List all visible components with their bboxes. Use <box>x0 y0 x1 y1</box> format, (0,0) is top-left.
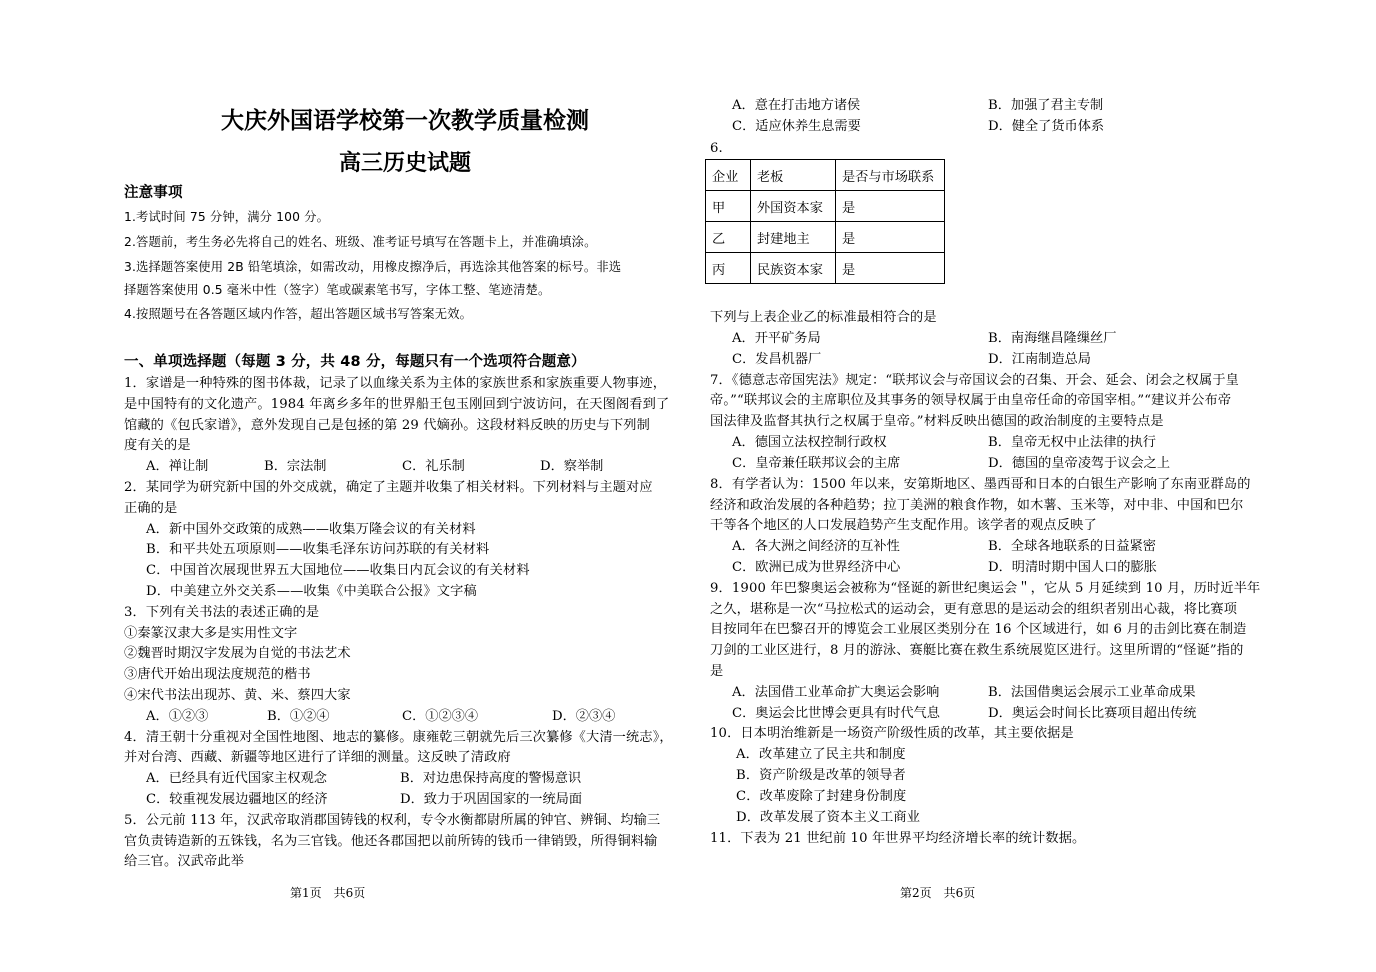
q4-option-c: C．较重视发展边疆地区的经济 <box>146 792 328 807</box>
q1-option-b: B．宗法制 <box>264 459 327 474</box>
q9-option-c: C．奥运会比世博会更具有时代气息 <box>732 706 940 721</box>
notice-item: 3.选择题答案使用 2B 铅笔填涂，如需改动，用橡皮擦净后，再选涂其他答案的标号。非选 <box>124 260 622 274</box>
q6-option-a: A．开平矿务局 <box>732 331 821 346</box>
q7-line: 国法律及监督其执行之权属于皇帝。”材料反映出德国的政治制度的主要特点是 <box>710 414 1164 429</box>
q7-line: 帝。”“联邦议会的主席职位及其事务的领导权属于由皇帝任命的帝国宰相。”“建议并公布帝 <box>710 393 1232 408</box>
q3-line: ②魏晋时期汉字发展为自觉的书法艺术 <box>124 646 351 661</box>
q5-option-b: B．加强了君主专制 <box>988 98 1104 113</box>
q10-stem: 10．日本明治维新是一场资产阶级性质的改革，其主要依据是 <box>710 726 1074 741</box>
page-2-footer: 第2页 共6页 <box>900 886 976 900</box>
q10-option-b: B．资产阶级是改革的领导者 <box>736 768 906 783</box>
q2-option-c: C．中国首次展现世界五大国地位——收集日内瓦会议的有关材料 <box>146 563 530 578</box>
table-cell: 外国资本家 <box>751 191 836 222</box>
table-cell: 是 <box>836 191 945 222</box>
q8-line: 经济和政治发展的各种趋势；拉丁美洲的粮食作物，如木薯、玉米等，对中非、中国和巴尔 <box>710 498 1244 513</box>
q1-line: 度有关的是 <box>124 438 191 453</box>
q6-number: 6. <box>710 141 723 156</box>
q1-option-c: C．礼乐制 <box>402 459 465 474</box>
q2-line: 正确的是 <box>124 501 178 516</box>
q8-option-c: C．欧洲已成为世界经济中心 <box>732 560 901 575</box>
notice-item: 1.考试时间 75 分钟，满分 100 分。 <box>124 210 330 224</box>
q4-line: 4．清王朝十分重视对全国性地图、地志的纂修。康雍乾三朝就先后三次纂修《大清一统志》， <box>124 730 673 745</box>
q6-stem: 下列与上表企业乙的标准最相符合的是 <box>710 310 937 325</box>
q5-option-a: A．意在打击地方诸侯 <box>732 98 861 113</box>
table-cell: 丙 <box>706 253 751 284</box>
q6-option-d: D．江南制造总局 <box>988 352 1091 367</box>
q3-line: 3．下列有关书法的表述正确的是 <box>124 605 320 620</box>
q8-option-a: A．各大洲之间经济的互补性 <box>732 539 900 554</box>
q8-line: 干等各个地区的人口发展趋势产生支配作用。该学者的观点反映了 <box>710 518 1097 533</box>
notice-item: 4.按照题号在各答题区域内作答，超出答题区域书写答案无效。 <box>124 307 473 321</box>
q9-line: 目按同年在巴黎召开的博览会工业展区类别分在 16 个区域进行，如 6 月的击剑比赛在制造 <box>710 622 1247 637</box>
q7-line: 7．《德意志帝国宪法》规定：“联邦议会与帝国议会的召集、开会、延会、闭会之权属于皇 <box>710 373 1239 388</box>
notice-item: 2.答题前，考生务必先将自己的姓名、班级、准考证号填写在答题卡上，并准确填涂。 <box>124 235 597 249</box>
table-row <box>706 253 945 284</box>
table-cell: 民族资本家 <box>751 253 836 284</box>
q3-option-c: C．①②③④ <box>402 709 479 724</box>
q8-option-b: B．全球各地联系的日益紧密 <box>988 539 1156 554</box>
q9-line: 是 <box>710 664 724 679</box>
exam-subtitle: 高三历史试题 <box>338 151 471 176</box>
q2-line: 2．某同学为研究新中国的外交成就，确定了主题并收集了相关材料。下列材料与主题对应 <box>124 480 653 495</box>
notice-item: 择题答案使用 0.5 毫米中性（签字）笔或碳素笔书写，字体工整、笔迹清楚。 <box>124 283 551 297</box>
q6-option-b: B．南海继昌隆缫丝厂 <box>988 331 1117 346</box>
q1-line: 是中国特有的文化遗产。1984 年离乡多年的世界船王包玉刚回到宁波访问，在天图阁看到了 <box>124 397 670 412</box>
q3-line: ①秦篆汉隶大多是实用性文字 <box>124 626 298 641</box>
table-cell: 乙 <box>706 222 751 253</box>
q1-line: 1．家谱是一种特殊的图书体裁，记录了以血缘关系为主体的家族世系和家族重要人物事迹， <box>124 376 667 391</box>
q8-line: 8．有学者认为：1500 年以来，安第斯地区、墨西哥和日本的白银生产影响了东南亚群岛的 <box>710 477 1251 492</box>
q2-option-b: B．和平共处五项原则——收集毛泽东访问苏联的有关材料 <box>146 542 490 557</box>
q6-table <box>705 159 945 284</box>
q9-option-a: A．法国借工业革命扩大奥运会影响 <box>732 685 940 700</box>
q1-option-d: D．察举制 <box>540 459 604 474</box>
q9-option-b: B．法国借奥运会展示工业革命成果 <box>988 685 1196 700</box>
q9-line: 之久，堪称是一次“马拉松式的运动会，更有意思的是运动会的组织者别出心裁，将比赛项 <box>710 602 1238 617</box>
table-cell: 是 <box>836 253 945 284</box>
table-cell: 封建地主 <box>751 222 836 253</box>
table-row <box>706 222 945 253</box>
q3-option-a: A．①②③ <box>146 709 209 724</box>
page-1-footer: 第1页 共6页 <box>290 886 366 900</box>
q3-option-d: D．②③④ <box>552 709 616 724</box>
notice-heading: 注意事项 <box>124 185 183 201</box>
q9-line: 刀剑的工业区进行，8 月的游泳、赛艇比赛在救生系统展览区进行。这里所谓的“怪诞”指的 <box>710 643 1244 658</box>
table-cell: 是 <box>836 222 945 253</box>
q7-option-a: A．德国立法权控制行政权 <box>732 435 887 450</box>
q4-line: 并对台湾、西藏、新疆等地区进行了详细的测量。这反映了清政府 <box>124 750 511 765</box>
section-heading: 一、单项选择题（每题 3 分，共 48 分，每题只有一个选项符合题意） <box>124 354 586 370</box>
q4-option-b: B．对边患保持高度的警惕意识 <box>400 771 582 786</box>
q10-option-a: A．改革建立了民主共和制度 <box>736 747 906 762</box>
q7-option-b: B．皇帝无权中止法律的执行 <box>988 435 1156 450</box>
q4-option-a: A．已经具有近代国家主权观念 <box>146 771 327 786</box>
q5-line: 给三官。汉武帝此举 <box>124 854 245 869</box>
q11-stem: 11．下表为 21 世纪前 10 年世界平均经济增长率的统计数据。 <box>710 831 1086 846</box>
q9-option-d: D．奥运会时间长比赛项目超出传统 <box>988 706 1197 721</box>
q3-line: ④宋代书法出现苏、黄、米、蔡四大家 <box>124 688 351 703</box>
q9-line: 9．1900 年巴黎奥运会被称为“怪诞的新世纪奥运会＂，它从 5 月延续到 10 月，历时近半年 <box>710 581 1261 596</box>
table-header-cell: 是否与市场联系 <box>836 160 945 191</box>
q1-option-a: A．禅让制 <box>146 459 209 474</box>
q5-line: 5．公元前 113 年，汉武帝取消郡国铸钱的权利，专令水衡都尉所属的钟官、辨铜、均输三 <box>124 813 661 828</box>
q2-option-d: D．中美建立外交关系——收集《中美联合公报》文字稿 <box>146 584 477 599</box>
table-header-row <box>706 160 945 191</box>
q1-line: 馆藏的《包氏家谱》，意外发现自己是包拯的第 29 代嫡孙。这段材料反映的历史与下列制 <box>124 418 650 433</box>
exam-title: 大庆外国语学校第一次教学质量检测 <box>221 108 589 134</box>
q3-line: ③唐代开始出现法度规范的楷书 <box>124 667 311 682</box>
q2-option-a: A．新中国外交政策的成熟——收集万隆会议的有关材料 <box>146 522 476 537</box>
q3-option-b: B．①②④ <box>267 709 330 724</box>
q10-option-d: D．改革发展了资本主义工商业 <box>736 810 921 825</box>
q10-option-c: C．改革废除了封建身份制度 <box>736 789 907 804</box>
q5-option-c: C．适应休养生息需要 <box>732 119 861 134</box>
q7-option-d: D．德国的皇帝凌驾于议会之上 <box>988 456 1171 471</box>
table-header-cell: 企业 <box>706 160 751 191</box>
q5-option-d: D．健全了货币体系 <box>988 119 1105 134</box>
table-header-cell: 老板 <box>751 160 836 191</box>
q7-option-c: C．皇帝兼任联邦议会的主席 <box>732 456 901 471</box>
q5-line: 官负责铸造新的五铢钱，名为三官钱。他还各郡国把以前所铸的钱币一律销毁，所得铜料输 <box>124 834 658 849</box>
table-cell: 甲 <box>706 191 751 222</box>
q4-option-d: D．致力于巩固国家的一统局面 <box>400 792 583 807</box>
table-row <box>706 191 945 222</box>
q8-option-d: D．明清时期中国人口的膨胀 <box>988 560 1157 575</box>
q6-option-c: C．发昌机器厂 <box>732 352 822 367</box>
